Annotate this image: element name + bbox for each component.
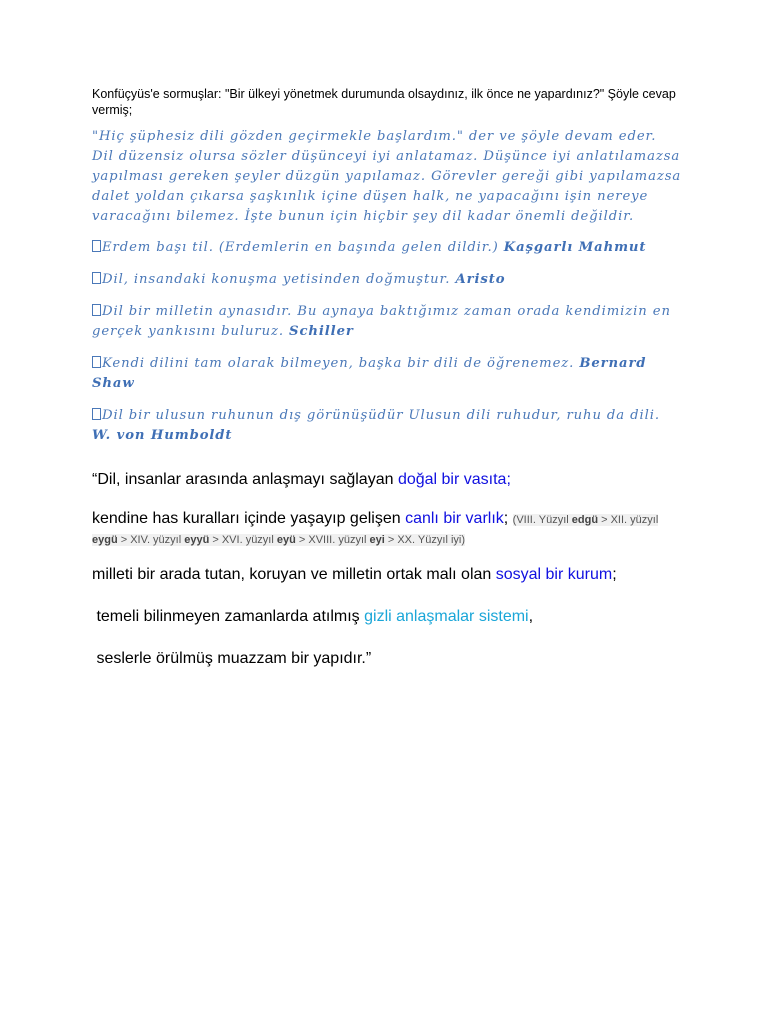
definition-text: ; — [503, 510, 513, 527]
definition-line-2 — [92, 509, 682, 549]
quote-block — [92, 127, 682, 446]
quote-item — [92, 270, 682, 290]
definition-text: ; — [612, 566, 617, 583]
quote-author: W. von Humboldt — [92, 428, 233, 443]
quote-item — [92, 406, 682, 446]
intro-paragraph: Konfüçyüs'e sormuşlar: "Bir ülkeyi yönetmek durumunda olsaydınız, ilk önce ne yapardınız?" Şöyle cevap vermiş; — [92, 87, 676, 117]
document-page — [92, 86, 682, 669]
quote-text: Dil bir ulusun ruhunun dış görünüşüdür Ulusun dili ruhudur, ruhu da dili. — [102, 408, 660, 423]
quote-item — [92, 238, 682, 258]
bullet-box-icon — [92, 408, 101, 420]
bullet-box-icon — [92, 272, 101, 284]
quote-item — [92, 302, 682, 342]
definition-text: kendine has kuralları içinde yaşayıp gelişen — [92, 510, 406, 527]
definition-text: “Dil, insanlar arasında anlaşmayı sağlayan — [92, 471, 398, 488]
definition-text: temeli bilinmeyen zamanlarda atılmış — [92, 608, 365, 625]
highlight-natural-vehicle: doğal bir vasıta; — [397, 471, 511, 488]
bullet-box-icon — [92, 304, 101, 316]
definition-block — [92, 470, 682, 669]
bullet-box-icon — [92, 356, 101, 368]
definition-line-4 — [92, 607, 682, 627]
quote-text: Erdem başı til. (Erdemlerin en başında gelen dildir.) — [102, 240, 504, 255]
quote-author: Aristo — [455, 272, 506, 287]
quote-author: Kaşgarlı Mahmut — [503, 240, 647, 255]
definition-text: milleti bir arada tutan, koruyan ve milletin ortak malı olan — [92, 566, 496, 583]
highlight-secret-agreements: gizli anlaşmalar sistemi — [364, 608, 529, 625]
quote-text: Dil, insandaki konuşma yetisinden doğmuştur. — [102, 272, 456, 287]
quote-text: Dil bir milletin aynasıdır. Bu aynaya baktığımız zaman orada kendimizin en gerçek yankısını buluruz. — [92, 304, 671, 339]
era-note: (VIII. Yüzyıl edgü > XII. yüzyıl eygü > XIV. yüzyıl eyyü > XVI. yüzyıl eyü > XVIII. yüzyıl eyi > XX. Yüzyıl iyi) — [92, 514, 659, 546]
highlight-social-institution: sosyal bir kurum — [495, 566, 613, 583]
definition-line-1 — [92, 470, 682, 490]
quote-text: Kendi dilini tam olarak bilmeyen, başka bir dili de öğrenemez. — [102, 356, 580, 371]
definition-line-3 — [92, 565, 682, 585]
quote-author: Schiller — [289, 324, 354, 339]
bullet-box-icon — [92, 240, 101, 252]
highlight-living-entity: canlı bir varlık — [405, 510, 504, 527]
quote-item — [92, 354, 682, 394]
definition-line-5: seslerle örülmüş muazzam bir yapıdır.” — [92, 650, 372, 667]
definition-text: , — [528, 608, 534, 625]
quote-author: Bernard Shaw — [92, 356, 647, 391]
main-quote: "Hiç şüphesiz dili gözden geçirmekle başlardım." der ve şöyle devam eder. Dil düzensiz olursa sözler düşünceyi iyi anlatamaz. Düşünce iyi anlatılamazsa yapılması gereken şeyler düzgün yapılamaz. Görevler gereği gibi yapılamazsa dalet yoldan çıkarsa şaşkınlık içine düşen halk, ne yapacağını işin nereye varacağını bilemez. İşte bunun için hiçbir şey dil kadar önemli değildir. — [92, 129, 682, 224]
